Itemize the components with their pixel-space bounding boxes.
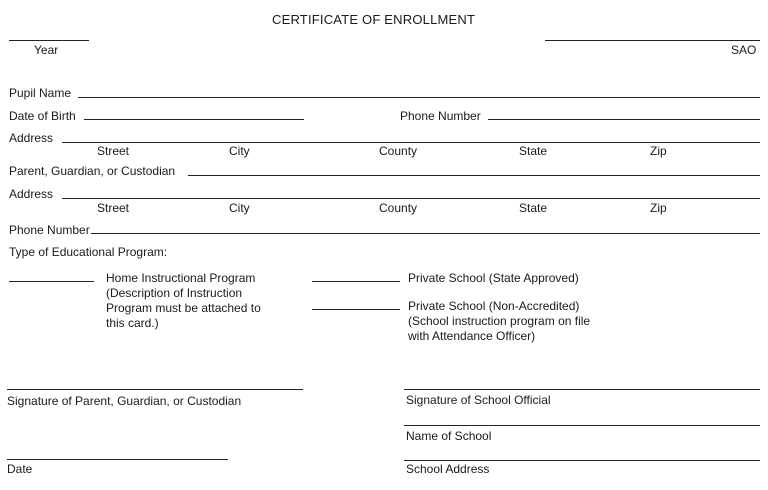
guardian-address-label: Address bbox=[9, 187, 54, 201]
school-address-label: School Address bbox=[406, 462, 490, 476]
pupil-address-street: Street bbox=[97, 144, 130, 158]
guardian-address-field[interactable] bbox=[62, 198, 760, 199]
guardian-address-zip: Zip bbox=[650, 201, 667, 215]
private-nonaccredited-label: Private School (Non-Accredited) bbox=[408, 299, 580, 313]
pupil-phone-label: Phone Number bbox=[400, 109, 481, 123]
dob-label: Date of Birth bbox=[9, 109, 76, 123]
date-label: Date bbox=[7, 462, 33, 476]
year-field[interactable] bbox=[9, 40, 89, 41]
private-nonaccredited-note: (School instruction program on file with Attendance Officer) bbox=[408, 314, 591, 343]
home-instruction-label: Home Instructional Program bbox=[106, 271, 256, 285]
program-heading: Type of Educational Program: bbox=[9, 245, 168, 259]
official-signature-label: Signature of School Official bbox=[406, 393, 551, 407]
private-approved-checkline[interactable] bbox=[312, 281, 400, 282]
pupil-address-field[interactable] bbox=[62, 142, 760, 143]
school-name-label: Name of School bbox=[406, 429, 492, 443]
year-label: Year bbox=[34, 43, 59, 57]
guardian-name-field[interactable] bbox=[188, 175, 760, 176]
sao-label: SAO bbox=[731, 43, 757, 57]
date-field[interactable] bbox=[7, 459, 228, 460]
pupil-address-county: County bbox=[379, 144, 418, 158]
guardian-signature-field[interactable] bbox=[7, 389, 303, 390]
guardian-signature-label: Signature of Parent, Guardian, or Custodian bbox=[7, 394, 242, 408]
pupil-address-zip: Zip bbox=[650, 144, 667, 158]
pupil-name-field[interactable] bbox=[78, 97, 760, 98]
private-approved-label: Private School (State Approved) bbox=[408, 271, 579, 285]
pupil-address-state: State bbox=[519, 144, 548, 158]
pupil-address-label: Address bbox=[9, 131, 54, 145]
school-address-field[interactable] bbox=[404, 460, 760, 461]
guardian-name-label: Parent, Guardian, or Custodian bbox=[9, 164, 176, 178]
pupil-phone-field[interactable] bbox=[488, 119, 760, 120]
guardian-phone-field[interactable] bbox=[91, 233, 760, 234]
sao-field[interactable] bbox=[545, 40, 760, 41]
home-instruction-checkline[interactable] bbox=[9, 281, 94, 282]
private-nonaccredited-checkline[interactable] bbox=[312, 309, 400, 310]
home-instruction-note: (Description of Instruction Program must be attached to this card.) bbox=[106, 286, 261, 330]
guardian-address-county: County bbox=[379, 201, 418, 215]
official-signature-field[interactable] bbox=[404, 389, 760, 390]
school-name-field[interactable] bbox=[404, 425, 760, 426]
guardian-address-street: Street bbox=[97, 201, 130, 215]
pupil-name-label: Pupil Name bbox=[9, 86, 72, 100]
guardian-address-state: State bbox=[519, 201, 548, 215]
pupil-address-city: City bbox=[229, 144, 250, 158]
form-title: CERTIFICATE OF ENROLLMENT bbox=[272, 12, 476, 27]
guardian-address-city: City bbox=[229, 201, 250, 215]
guardian-phone-label: Phone Number bbox=[9, 223, 90, 237]
dob-field[interactable] bbox=[84, 119, 304, 120]
